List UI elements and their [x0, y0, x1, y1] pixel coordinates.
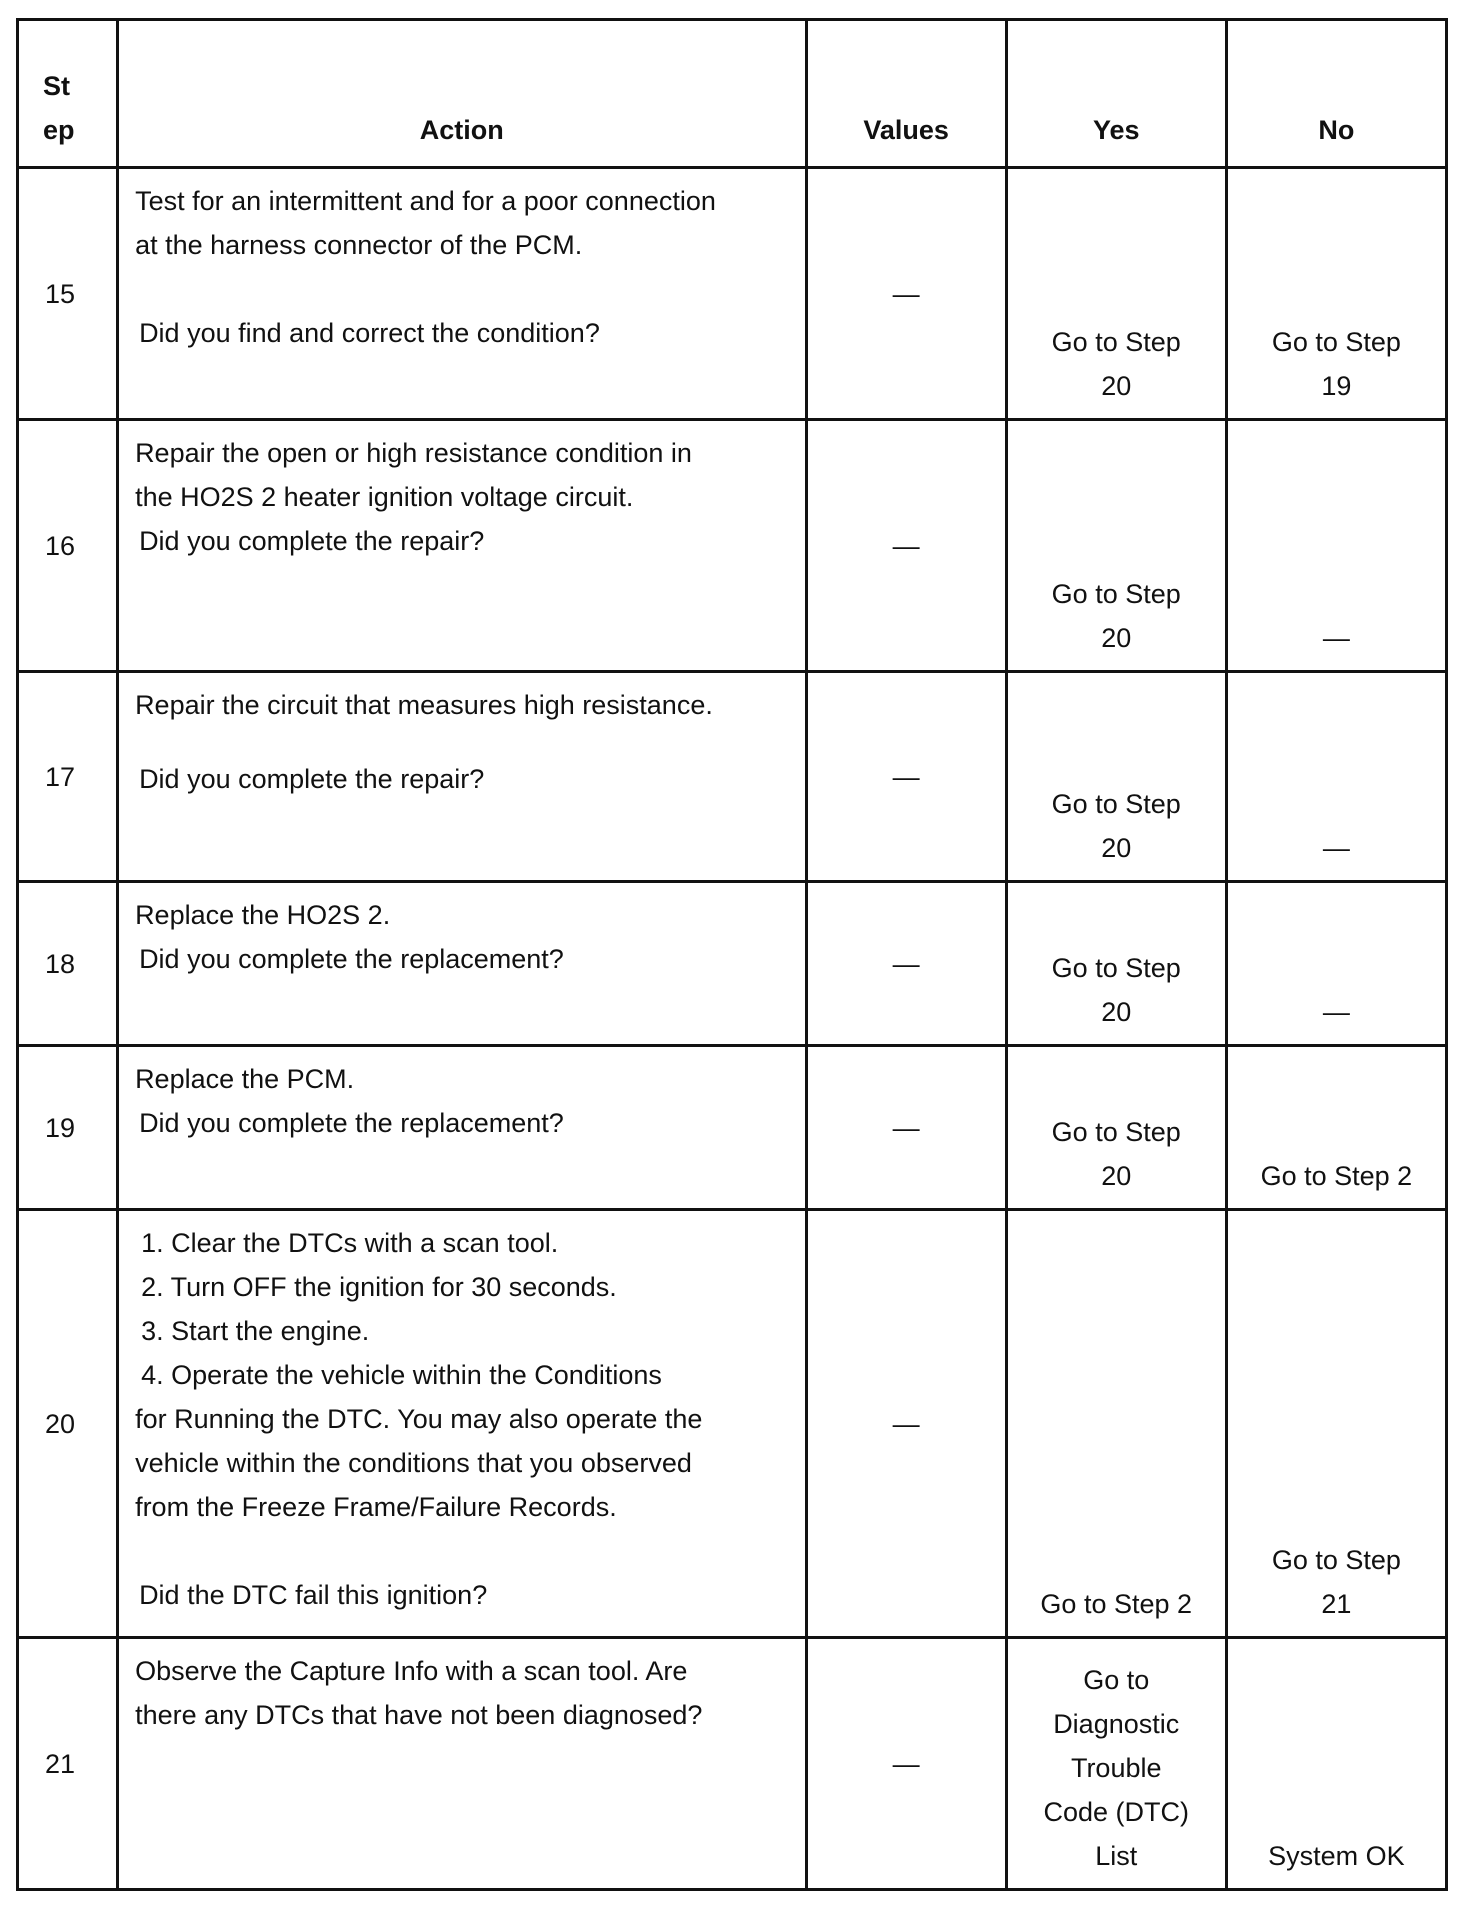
header-step-line2: ep: [43, 115, 75, 145]
yes-goto-text: Go to Step 2: [1040, 1589, 1193, 1619]
procedure-list-item: 2. Turn OFF the ignition for 30 seconds.: [141, 1272, 617, 1302]
yes-goto-text: 20: [1101, 833, 1132, 863]
yes-cell: [1006, 1046, 1226, 1210]
action-text-line: there any DTCs that have not been diagnosed?: [135, 1700, 703, 1730]
value-cell: —: [806, 1046, 1006, 1210]
yes-goto-text: 20: [1101, 1161, 1132, 1191]
action-text-line: Repair the open or high resistance condition in: [135, 438, 692, 468]
yes-goto-text: List: [1095, 1841, 1138, 1871]
yes-goto-text: Go to Step: [1051, 327, 1181, 357]
yes-cell: [1006, 168, 1226, 420]
header-yes: Yes: [1006, 20, 1226, 168]
value-cell: —: [806, 672, 1006, 882]
procedure-list-item: 3. Start the engine.: [141, 1316, 370, 1346]
action-question: Did you find and correct the condition?: [139, 318, 600, 348]
action-question: Did you complete the replacement?: [139, 1108, 564, 1138]
no-goto-text: System OK: [1268, 1841, 1405, 1871]
action-question: Did the DTC fail this ignition?: [139, 1580, 488, 1610]
yes-cell: [1006, 420, 1226, 672]
step-number: 20: [18, 1210, 118, 1638]
action-text-line: Test for an intermittent and for a poor connection: [135, 186, 716, 216]
no-cell: [1226, 1046, 1446, 1210]
action-cell: [118, 420, 806, 672]
action-text-line: Observe the Capture Info with a scan tool. Are: [135, 1656, 688, 1686]
action-cell: [118, 672, 806, 882]
action-text-line: Repair the circuit that measures high resistance.: [135, 690, 713, 720]
yes-goto-text: Go to Step: [1051, 1117, 1181, 1147]
spacer: [135, 1529, 788, 1573]
table-row: [18, 1046, 1447, 1210]
header-step: [18, 20, 118, 168]
yes-goto-text: Go to Step: [1051, 789, 1181, 819]
yes-goto-text: Trouble: [1070, 1753, 1162, 1783]
action-text-line: vehicle within the conditions that you observed: [135, 1448, 692, 1478]
no-goto-text: Go to Step: [1271, 1545, 1401, 1575]
header-step-line1: St: [43, 71, 70, 101]
step-number: 17: [18, 672, 118, 882]
yes-goto-text: Go to: [1083, 1665, 1150, 1695]
value-cell: —: [806, 168, 1006, 420]
no-goto-text: Go to Step 2: [1260, 1161, 1413, 1191]
yes-cell: [1006, 1638, 1226, 1890]
step-number: 16: [18, 420, 118, 672]
header-no: No: [1226, 20, 1446, 168]
spacer: [135, 267, 788, 311]
no-cell: [1226, 420, 1446, 672]
table-row: [18, 420, 1447, 672]
action-text-line: Replace the HO2S 2.: [135, 900, 391, 930]
yes-goto-text: 20: [1101, 997, 1132, 1027]
yes-cell: [1006, 672, 1226, 882]
action-cell: [118, 1210, 806, 1638]
action-procedure-list: [135, 1221, 788, 1397]
no-goto-text: Go to Step: [1271, 327, 1401, 357]
value-cell: —: [806, 882, 1006, 1046]
action-text-line: at the harness connector of the PCM.: [135, 230, 583, 260]
action-text-line: the HO2S 2 heater ignition voltage circuit.: [135, 482, 634, 512]
no-cell: [1226, 1210, 1446, 1638]
action-question: Did you complete the repair?: [139, 764, 485, 794]
header-row: [18, 20, 1447, 168]
yes-cell: [1006, 882, 1226, 1046]
value-cell: —: [806, 420, 1006, 672]
action-text-line: for Running the DTC. You may also operate the: [135, 1404, 703, 1434]
action-cell: [118, 882, 806, 1046]
spacer: [135, 727, 788, 757]
action-text-line: from the Freeze Frame/Failure Records.: [135, 1492, 617, 1522]
yes-goto-text: Code (DTC): [1043, 1797, 1189, 1827]
no-goto-text: —: [1322, 997, 1350, 1027]
yes-cell: [1006, 1210, 1226, 1638]
step-number: 15: [18, 168, 118, 420]
table-row: [18, 1210, 1447, 1638]
no-goto-text: 21: [1321, 1589, 1352, 1619]
yes-goto-text: Go to Step: [1051, 579, 1181, 609]
action-question: Did you complete the repair?: [139, 526, 485, 556]
table-row: [18, 168, 1447, 420]
step-number: 21: [18, 1638, 118, 1890]
no-goto-text: 19: [1321, 371, 1352, 401]
action-cell: [118, 1638, 806, 1890]
yes-goto-text: 20: [1101, 371, 1132, 401]
no-goto-text: —: [1322, 623, 1350, 653]
procedure-list-item: 4. Operate the vehicle within the Conditions: [141, 1360, 662, 1390]
diagnostic-step-table: [16, 18, 1448, 1891]
table-row: [18, 672, 1447, 882]
action-question: Did you complete the replacement?: [139, 944, 564, 974]
action-cell: [118, 168, 806, 420]
yes-goto-text: 20: [1101, 623, 1132, 653]
value-cell: —: [806, 1638, 1006, 1890]
table-row: [18, 882, 1447, 1046]
table-row: [18, 1638, 1447, 1890]
action-cell: [118, 1046, 806, 1210]
step-number: 18: [18, 882, 118, 1046]
no-cell: [1226, 1638, 1446, 1890]
yes-goto-text: Go to Step: [1051, 953, 1181, 983]
header-action: Action: [118, 20, 806, 168]
action-text-line: Replace the PCM.: [135, 1064, 355, 1094]
diagnostic-step-table-container: [16, 18, 1448, 1890]
no-cell: [1226, 672, 1446, 882]
no-goto-text: —: [1322, 833, 1350, 863]
procedure-list-item: 1. Clear the DTCs with a scan tool.: [141, 1228, 559, 1258]
no-cell: [1226, 168, 1446, 420]
header-values: Values: [806, 20, 1006, 168]
step-number: 19: [18, 1046, 118, 1210]
yes-goto-text: Diagnostic: [1053, 1709, 1180, 1739]
value-cell: —: [806, 1210, 1006, 1638]
no-cell: [1226, 882, 1446, 1046]
